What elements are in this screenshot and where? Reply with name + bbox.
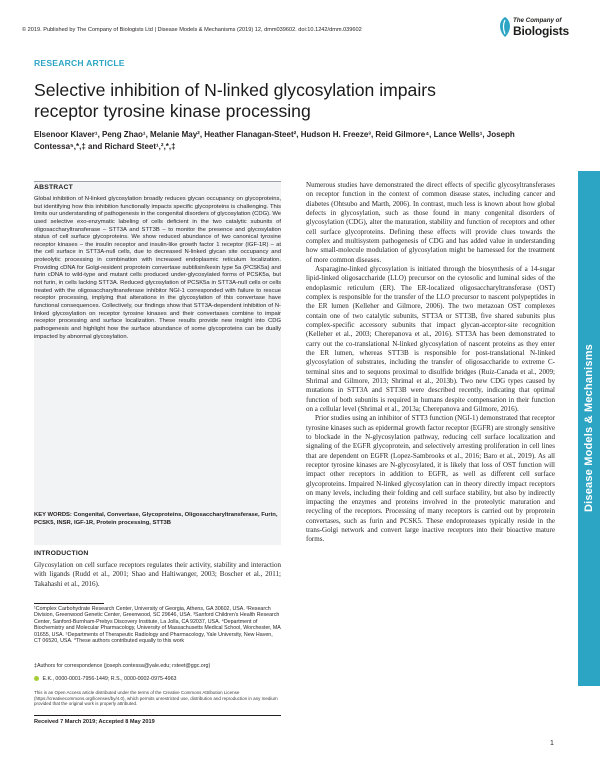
abstract-body: Global inhibition of N-linked glycosylation broadly reduces glycan occupancy on glycoproteins, but identifying how this inhibition functionally impacts specific glycoproteins is challenging. This limits our understanding of pathogenesis in the congenital disorders of glycosylation (CDG). We used selective exo-enzymatic labeling of cells deficient in the two catalytic subunits of oligosaccharyltransferase – STT3A and STT3B – to monitor the presence and glycosylation status of cell surface glycoproteins. We show reduced abundance of two canonical tyrosine receptor kinases – the insulin receptor and insulin-like growth factor 1 receptor (IGF-1R) – at the cell surface in STT3A-null cells, due to decreased N-linked glycan site occupancy and proteolytic processing in combination with increased endoplasmic reticulum localization. Providing cDNA for Golgi-resident proprotein convertase subtilisin/kexin type 5a (PCSK5a) and furin cDNA to wild-type and mutant cells produced under-glycosylated forms of PCSK5a, but not furin, in cells lacking STT3A. Reduced glycosylation of PCSK5a in STT3A-null cells or cells treated with the oligosaccharyltransferase inhibitor NGI-1 corresponded with failure to rescue receptor processing, implying that alterations in the glycosylation of this convertase have functional consequences. Collectively, our findings show that STT3A-dependent inhibition of N-linked glycosylation on receptor tyrosine kinases and their convertases combine to impair receptor processing and surface localization. These results provide new insight into CDG pathogenesis and highlight how the surface abundance of some glycoproteins can be dually impacted by abnormal glycosylation. [34,196,281,340]
introduction-heading: INTRODUCTION [34,550,89,557]
abstract-heading: ABSTRACT [34,184,73,191]
orcid-text: E.K., 0000-0001-7956-1449; R.S., 0000-0002-0975-4963 [42,676,177,682]
right-column-text [306,181,555,545]
journal-side-tab [578,171,600,686]
affiliations: ¹Complex Carbohydrate Research Center, University of Georgia, Athens, GA 30602, USA. ²Research Division, Greenwood Genetic Center, Greenwood, SC 29646, USA. ³Sanford Children's Health Research Center, Sanford-Burnham-Prebys Discovery Institute, La Jolla, CA 92037, USA. ⁴Department of Biochemistry and Molecular Pharmacology, University of Massachusetts Medical School, Worchester, MA 01655, USA. ⁵Departments of Therapeutic Radiology and Pharmacology, Yale University, New Haven, CT 06520, USA. *These authors contributed equally to this work [34,606,281,645]
keywords-list: Congenital, Convertase, Glycoproteins, Oligosaccharyltransferase, Furin, PCSK5, INSR, IGF-1R, Protein processing, STT3B [34,512,278,526]
section-label: RESEARCH ARTICLE [34,58,125,68]
article-title: Selective inhibition of N-linked glycosylation impairs receptor tyrosine kinase processing [34,80,436,121]
orcid-ids[interactable] [34,676,281,682]
received-dates: Received 7 March 2019; Accepted 8 May 2019 [34,715,281,725]
orcid-icon [34,676,39,681]
correspondence-note[interactable]: ‡Authors for correspondence (joseph.contessa@yale.edu; rsteet@ggc.org) [34,663,211,669]
paragraph: Numerous studies have demonstrated the direct effects of specific glycosyltransferases on receptor function in the context of common disease states, including cancer and diabetes (Ohtsubo and Marth, 2006). In contrast, much less is known about how global defects in glycosylation, such as those found in many congenital disorders of glycosylation (CDG), alter the maturation, stability and function of receptors and other cell surface glycoproteins. Defining these effects will provide clues towards the complex and multisystem pathogenesis of CDG and has added value in understanding how small-molecule modulation of glycosylation might be harnessed for the treatment of more common diseases. [306,181,555,264]
logo-small-text: The Company of [513,17,562,24]
author-list: Elsenoor Klaver¹, Peng Zhao¹, Melanie May², Heather Flanagan-Steet², Hudson H. Freeze³, Reid Gilmore⁴, Lance Wells¹, Joseph Contessa⁵,*,‡ and Richard Steet¹,²,*,‡ [34,130,515,151]
publisher-logo[interactable] [497,14,570,48]
footnote-divider [34,603,104,604]
license-note: This is an Open Access article distributed under the terms of the Creative Commons Attribution License (https://creativecommons.org/licenses/by/4.0), which permits unrestricted use, distribution and reproduction in any medium provided that the original work is properly attributed. [34,690,278,707]
introduction-body: Glycosylation on cell surface receptors regulates their activity, stability and interaction with ligands (Rudd et al., 2001; Shao and Haltiwanger, 2003; Boscher et al., 2011; Takahashi et al., 2016). [34,561,281,588]
running-head: © 2019. Published by The Company of Biologists Ltd | Disease Models & Mechanisms (2019) 12, dmm039602. doi:10.1242/dmm.039602 [22,27,362,33]
keywords [34,512,281,527]
keywords-label: KEY WORDS: [34,512,72,518]
paragraph: Prior studies using an inhibitor of STT3 function (NGI-1) demonstrated that receptor tyrosine kinases such as epidermal growth factor receptor (EGFR) are strongly sensitive to blockade in the N-glycosylation pathway, reducing cell surface localization and signaling of the EGFR glycoprotein, and selectively arresting proliferation in cell lines that are dependent on EGFR (Lopez-Sambrooks et al., 2016; Baro et al., 2019). As all receptor tyrosine kinases are N-glycosylated, it is likely that loss of OST function will impact other receptors in addition to EGFR, as well as different cell surface glycoproteins. Impaired N-linked glycosylation can in theory directly impact receptors on many levels, including their folding and cell surface stability, but also by indirectly impacting the enzymes and proteins involved in the proteolytic maturation and recycling of the receptors. Processing of many receptors is carried out by proprotein convertases, such as furin and PCSK5. These endoproteases typically reside in the trans-Golgi network and convert large inactive receptors into their bioactive mature forms. [306,414,555,544]
journal-side-tab-label: Disease Models & Mechanisms [583,343,595,513]
page-number: 1 [550,740,554,747]
logo-big-text: Biologists [513,24,570,38]
logo-mark-icon [497,16,513,38]
paragraph: Asparagine-linked glycosylation is initiated through the biosynthesis of a 14-sugar lipid-linked oligosaccharide (LLO) precursor on the cytosolic and luminal sides of the endoplasmic reticulum (ER). The ER-localized oligosaccharyltransferase (OST) complex is responsible for the transfer of the LLO precursor to nascent polypeptides in the ER lumen (Kelleher and Gilmore, 2006). The two metazoan OST complexes contain one of two catalytic subunits, STT3A or STT3B, five shared subunits plus complex-specific accessory subunits that impact glycan-acceptor-site recognition (Kelleher et al., 2003; Cherepanova et al., 2016). STT3A has been demonstrated to carry out the co-translational N-linked glycosylation of nascent proteins as they enter the ER lumen, whereas STT3B is responsible for post-translational N-linked glycosylation of substrates, including the transfer of oligosaccharide to extreme C-terminal sites and to sequons proximal to disulfide bridges (Ruiz-Canada et al., 2009; Shrimal and Gilmore, 2013; Shrimal et al., 2013b). Two new CDG types caused by mutations in STT3A and STT3B were described recently, indicating that optimal function of both subunits is required in humans despite compensation in their function on a cellular level (Shrimal et al., 2013a; Cherepanova and Gilmore, 2016). [306,264,555,413]
